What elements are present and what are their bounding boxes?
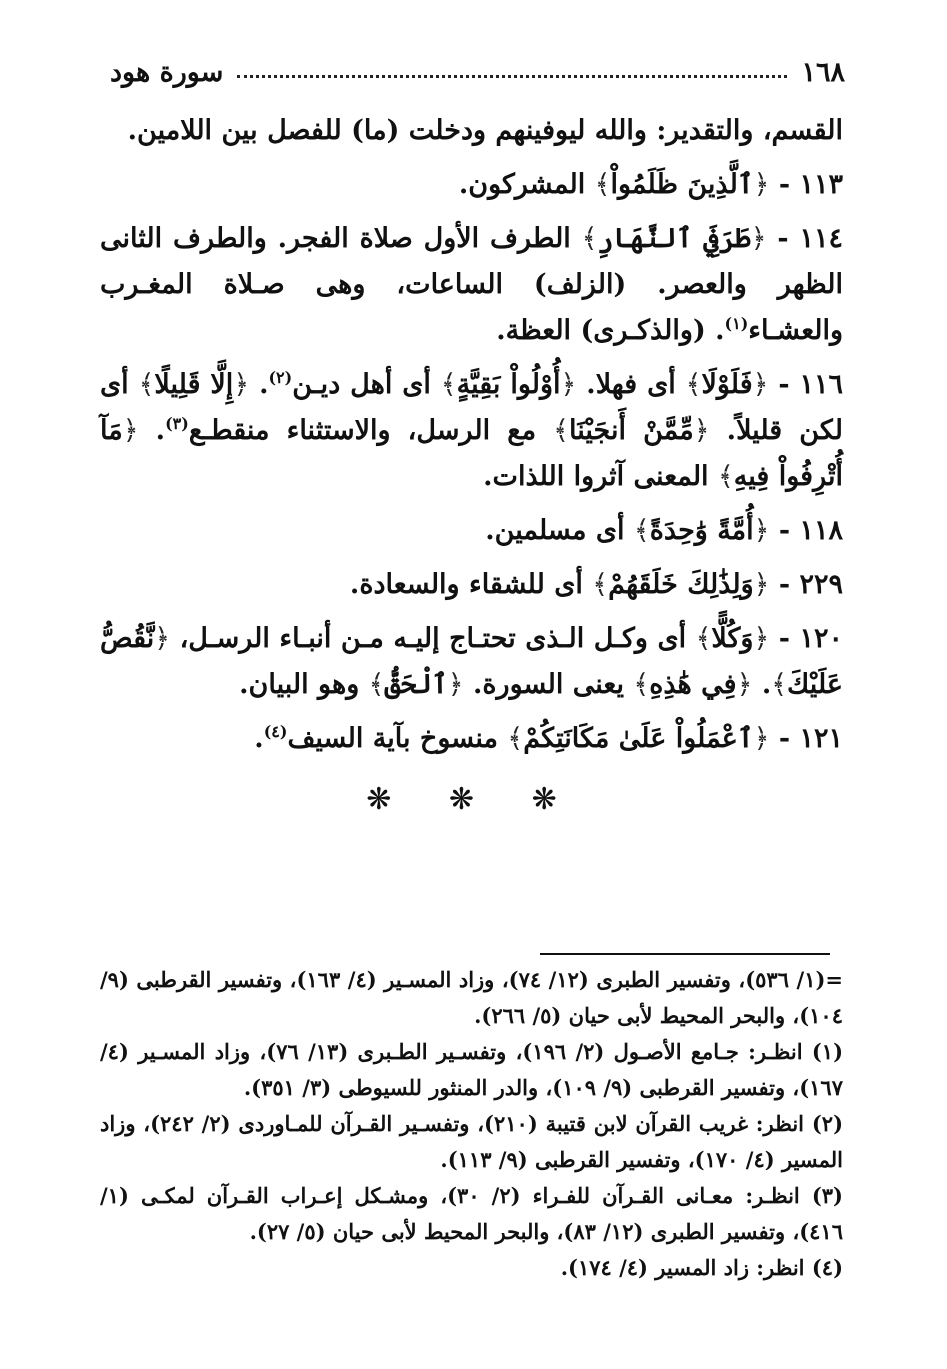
explanation-text: مع الرسل، والاستثناء منقطـع	[188, 415, 537, 446]
quran-quote: ٱلَّذِينَ ظَلَمُواْ	[610, 169, 754, 200]
quran-bracket-open: ﴿	[752, 369, 769, 400]
explanation-text: المشركون.	[458, 169, 586, 200]
explanation-text: المعنى آثروا اللذات.	[483, 461, 709, 492]
explanation-text: أى مسلمين.	[485, 515, 625, 546]
explanation-text: أى وكـل الـذى تحتـاج إليـه مـن أنبـاء الرسـل،	[179, 623, 687, 654]
verse-entry-118	[100, 508, 843, 554]
quran-bracket-close: ﴾	[633, 669, 650, 700]
verse-entry-229	[100, 562, 843, 608]
quran-bracket-close: ﴾	[717, 461, 734, 492]
quran-bracket-open: ﴿	[750, 223, 767, 254]
footnote-ref[interactable]: (١)	[724, 314, 749, 333]
quran-bracket-close: ﴾	[594, 169, 611, 200]
explanation-text: يعنى السورة.	[473, 669, 624, 700]
verse-entry-113	[100, 162, 843, 208]
footnote-4: (٤) انظر: زاد المسير (٤/ ١٧٤).	[560, 1255, 843, 1280]
quran-bracket-close: ﴾	[695, 623, 712, 654]
footnote-ref[interactable]: (٣)	[165, 414, 189, 433]
explanation-text: أى فهلا.	[586, 369, 676, 400]
footnote-ref[interactable]: (٤)	[263, 722, 288, 741]
quran-quote: أُوْلُواْ بَقِيَّةٍ	[456, 369, 561, 400]
footnote-ref[interactable]: (٢)	[268, 368, 293, 387]
quran-bracket-open: ﴿	[560, 369, 577, 400]
quran-bracket-close: ﴾	[507, 723, 524, 754]
header-dotted-leader	[237, 75, 787, 78]
page-header	[110, 52, 845, 92]
quran-bracket-open: ﴿	[753, 569, 770, 600]
quran-quote: فَلَوْلَا	[701, 369, 753, 400]
verse-entry-114	[100, 216, 843, 354]
quran-bracket-close: ﴾	[581, 223, 598, 254]
quran-quote: ٱعْمَلُواْ عَلَىٰ مَكَانَتِكُمْ	[523, 723, 754, 754]
quran-bracket-close: ﴾	[368, 669, 385, 700]
quran-quote: مَآ أُتْرِفُواْ فِيهِ	[100, 415, 843, 492]
surah-title: سورة هود	[110, 56, 224, 88]
quran-quote: فِي هَٰذِهِ	[649, 669, 737, 700]
quran-bracket-open: ﴿	[447, 669, 464, 700]
quran-bracket-open: ﴿	[753, 623, 770, 654]
quran-bracket-open: ﴿	[233, 369, 250, 400]
verse-number: ١١٨ -	[778, 515, 843, 546]
quran-quote: وَكُلًّا	[711, 623, 754, 654]
quran-bracket-close: ﴾	[138, 369, 155, 400]
commentary-body	[100, 108, 843, 770]
section-separator-stars: ❋ ❋ ❋	[366, 782, 581, 817]
quran-bracket-close: ﴾	[771, 669, 788, 700]
quran-bracket-close: ﴾	[633, 515, 650, 546]
quran-quote: إِلَّا قَلِيلًا	[154, 369, 234, 400]
footnote-rule	[540, 953, 830, 955]
explanation-text: .	[254, 723, 264, 754]
quran-quote: نَّقُصُّ عَلَيْكَ	[100, 623, 843, 700]
quran-bracket-open: ﴿	[122, 415, 139, 446]
verse-entry-116	[100, 362, 843, 500]
quran-bracket-close: ﴾	[553, 415, 569, 446]
verse-number: ٢٢٩ -	[778, 569, 843, 600]
quran-quote: أُمَّةً وَٰحِدَةً	[649, 515, 754, 546]
quran-bracket-open: ﴿	[753, 169, 770, 200]
page-number: ١٦٨	[801, 56, 845, 88]
quran-quote: وَلِذَٰلِكَ خَلَقَهُمْ	[608, 569, 754, 600]
quran-bracket-open: ﴿	[753, 515, 770, 546]
quran-bracket-close: ﴾	[592, 569, 609, 600]
quran-bracket-open: ﴿	[736, 669, 753, 700]
explanation-text: أى أهل ديـن	[292, 369, 431, 400]
footnote-3: (٣) انظـر: معـانى القـرآن للفـراء (٢/ ٣٠)، ومشـكل إعـراب القـرآن لمكـى (١/ ٤١٦)، وتفسير الطبرى (١٢/ ٨٣)، والبحر المحيط لأبى حيان (٥/ ٢٧).	[100, 1183, 843, 1244]
paragraph-continuation: القسم، والتقدير: والله ليوفينهم ودخلت (ما) للفصل بين اللامين.	[127, 115, 843, 146]
explanation-text: .	[761, 669, 772, 700]
explanation-text: منسوخ بآية السيف	[287, 723, 498, 754]
verse-number: ١١٣ -	[778, 169, 843, 200]
explanation-text: . (والذكـرى) العظة.	[496, 315, 725, 346]
quran-bracket-open: ﴿	[753, 723, 770, 754]
explanation-text: الطرف الأول صلاة الفجر. والطرف الثانى الظهر والعصر. (الزلف) الساعات، وهى صـلاة المغـرب والعشـاء	[100, 223, 843, 346]
quran-bracket-close: ﴾	[685, 369, 702, 400]
verse-number: ١١٤ -	[777, 223, 843, 254]
verse-entry-121	[100, 716, 843, 762]
quran-bracket-open: ﴿	[693, 415, 710, 446]
quran-quote: مِّمَّنْ أَنجَيْنَا	[569, 415, 694, 446]
explanation-text: أى لكن قليلاً.	[100, 369, 843, 446]
footnote-1: (١) انظـر: جـامع الأصـول (٢/ ١٩٦)، وتفسـير الطـبرى (١٣/ ٧٦)، وزاد المسـير (٤/ ١٦٧)، وتفسير القرطبى (٩/ ١٠٩)، والدر المنثور للسيوطى (٣/ ٣٥١).	[100, 1039, 843, 1100]
explanation-text: أى للشقاء والسعادة.	[349, 569, 583, 600]
footnote-continuation: =(١/ ٥٣٦)، وتفسير الطبرى (١٢/ ٧٤)، وزاد المسـير (٤/ ١٦٣)، وتفسير القرطبى (٩/ ١٠٤)، والبحر المحيط لأبى حيان (٥/ ٢٦٦).	[100, 967, 844, 1028]
explanation-text: .	[259, 369, 269, 400]
verse-number: ١١٦ -	[778, 369, 844, 400]
explanation-text: وهو البيان.	[239, 669, 360, 700]
quran-bracket-close: ﴾	[440, 369, 457, 400]
quran-quote: ٱلْحَقُّ	[384, 669, 448, 700]
explanation-text: .	[155, 415, 166, 446]
quran-bracket-open: ﴿	[154, 623, 171, 654]
verse-number: ١٢١ -	[778, 723, 843, 754]
footnote-2: (٢) انظر: غريب القرآن لابن قتيبة (٢١٠)، وتفسـير القـرآن للمـاوردى (٢/ ٢٤٢)، وزاد المسير (٤/ ١٧٠)، وتفسير القرطبى (٩/ ١١٣).	[100, 1111, 843, 1172]
quran-quote: طَرَفَيِ ٱلنَّهَارِ	[597, 223, 751, 254]
verse-number: ١٢٠ -	[778, 623, 843, 654]
footnotes	[100, 962, 843, 1286]
verse-entry-120	[100, 616, 843, 708]
